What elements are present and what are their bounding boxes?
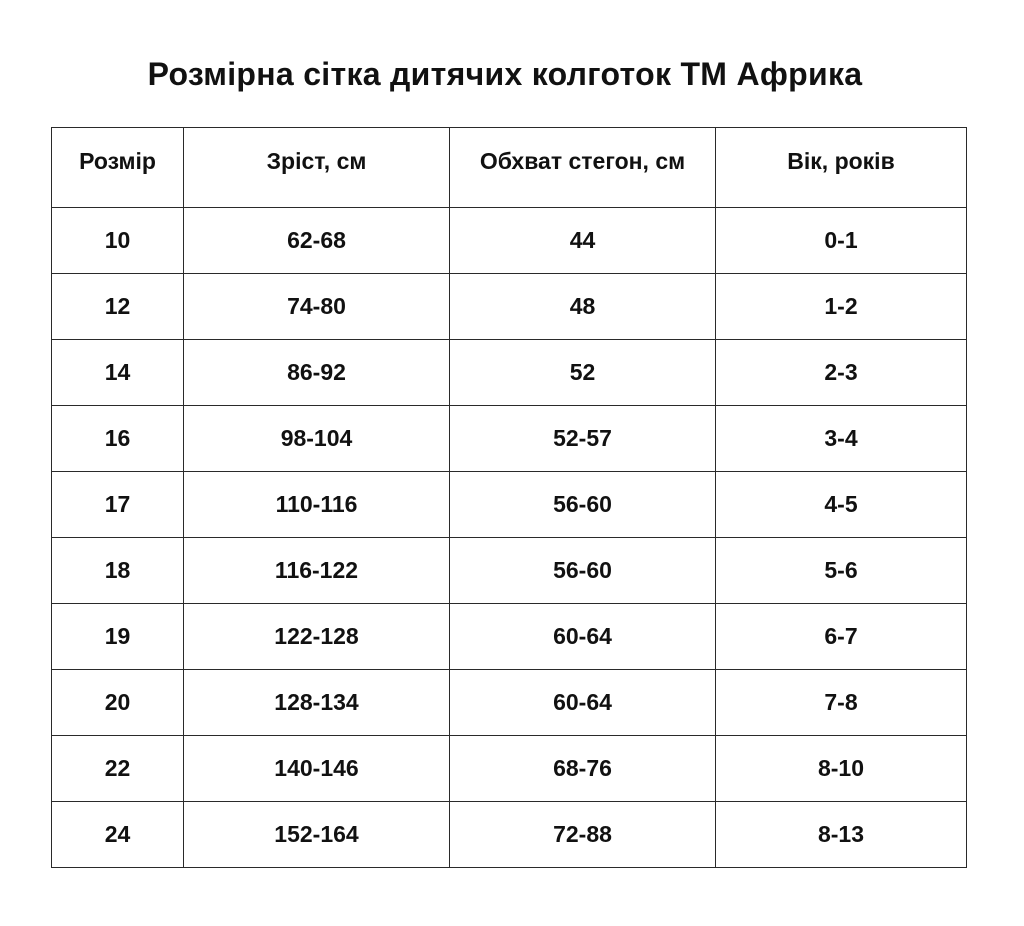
cell-hip-girth: 44 — [450, 208, 716, 274]
table-row — [52, 340, 967, 406]
page-title: Розмірна сітка дитячих колготок ТМ Африка — [147, 56, 863, 92]
table-row — [52, 274, 967, 340]
table-row — [52, 208, 967, 274]
cell-height: 98-104 — [184, 406, 450, 472]
table-header-row — [52, 128, 967, 208]
cell-age: 7-8 — [716, 670, 967, 736]
table-row — [52, 736, 967, 802]
cell-age: 2-3 — [716, 340, 967, 406]
cell-size: 20 — [52, 670, 184, 736]
cell-age: 5-6 — [716, 538, 967, 604]
cell-age: 0-1 — [716, 208, 967, 274]
cell-hip-girth: 60-64 — [450, 604, 716, 670]
table-row — [52, 802, 967, 868]
cell-hip-girth: 48 — [450, 274, 716, 340]
cell-height: 110-116 — [184, 472, 450, 538]
cell-age: 1-2 — [716, 274, 967, 340]
cell-age: 8-10 — [716, 736, 967, 802]
cell-size: 19 — [52, 604, 184, 670]
cell-size: 17 — [52, 472, 184, 538]
cell-size: 18 — [52, 538, 184, 604]
header-age: Вік, років — [716, 128, 967, 208]
header-size: Розмір — [52, 128, 184, 208]
cell-height: 116-122 — [184, 538, 450, 604]
cell-hip-girth: 52 — [450, 340, 716, 406]
cell-size: 16 — [52, 406, 184, 472]
table-row — [52, 472, 967, 538]
size-chart-table — [51, 127, 967, 868]
cell-size: 14 — [52, 340, 184, 406]
cell-age: 6-7 — [716, 604, 967, 670]
cell-hip-girth: 56-60 — [450, 538, 716, 604]
header-height: Зріст, см — [184, 128, 450, 208]
cell-height: 86-92 — [184, 340, 450, 406]
header-hip-girth: Обхват стегон, см — [450, 128, 716, 208]
table-row — [52, 538, 967, 604]
table-row — [52, 670, 967, 736]
cell-age: 8-13 — [716, 802, 967, 868]
table-row — [52, 604, 967, 670]
cell-height: 152-164 — [184, 802, 450, 868]
cell-hip-girth: 52-57 — [450, 406, 716, 472]
cell-age: 4-5 — [716, 472, 967, 538]
cell-height: 74-80 — [184, 274, 450, 340]
table-row — [52, 406, 967, 472]
cell-hip-girth: 68-76 — [450, 736, 716, 802]
cell-size: 22 — [52, 736, 184, 802]
cell-height: 140-146 — [184, 736, 450, 802]
cell-hip-girth: 56-60 — [450, 472, 716, 538]
cell-hip-girth: 72-88 — [450, 802, 716, 868]
cell-height: 128-134 — [184, 670, 450, 736]
cell-size: 24 — [52, 802, 184, 868]
cell-age: 3-4 — [716, 406, 967, 472]
cell-hip-girth: 60-64 — [450, 670, 716, 736]
cell-size: 10 — [52, 208, 184, 274]
cell-height: 122-128 — [184, 604, 450, 670]
cell-size: 12 — [52, 274, 184, 340]
cell-height: 62-68 — [184, 208, 450, 274]
